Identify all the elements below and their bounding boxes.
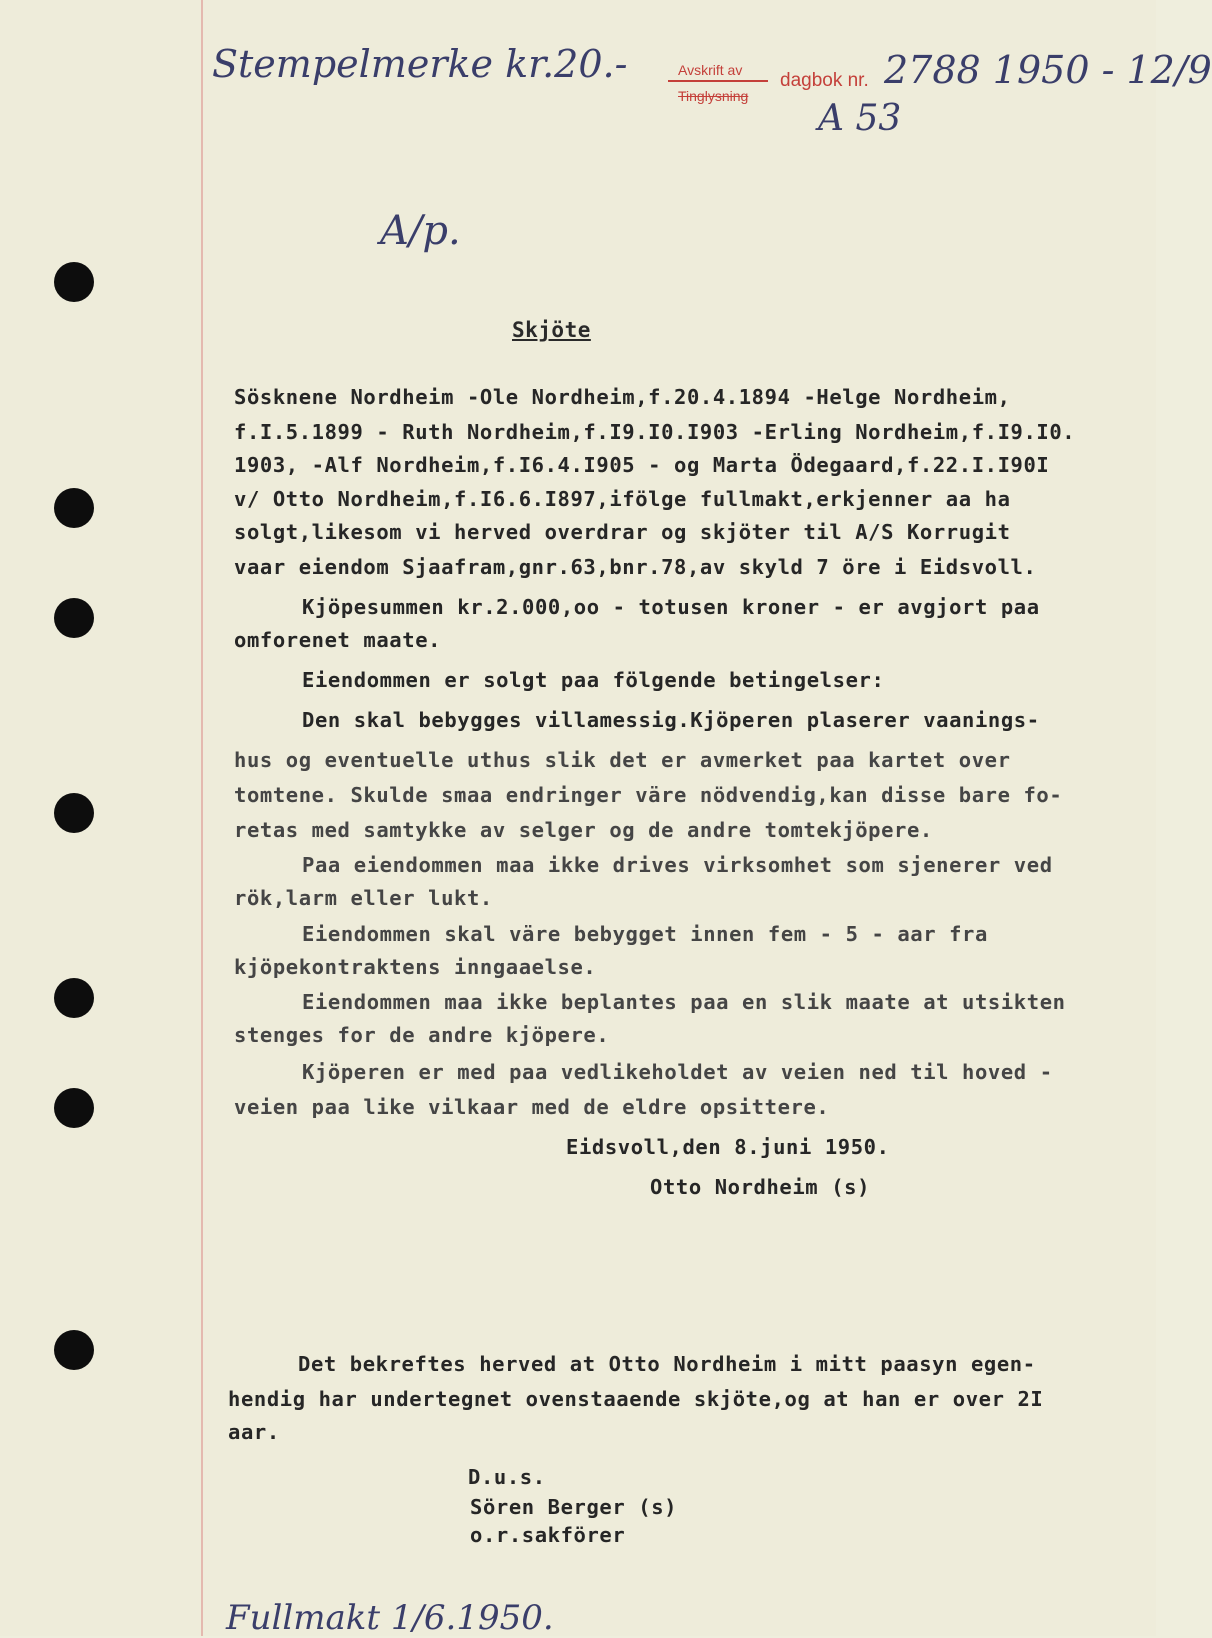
document-line: Otto Nordheim (s) bbox=[650, 1175, 871, 1199]
document-line: hendig har undertegnet ovenstaaende skjöte,og at han er over 2I bbox=[228, 1387, 1044, 1411]
punch-hole bbox=[54, 488, 94, 528]
document-line: Eiendommen er solgt paa fölgende betingelser: bbox=[302, 668, 885, 692]
document-line: stenges for de andre kjöpere. bbox=[234, 1023, 610, 1047]
document-line: Kjöperen er med paa vedlikeholdet av veien ned til hoved - bbox=[302, 1060, 1053, 1084]
stamp-avskrift: Avskrift av bbox=[678, 62, 743, 78]
dagbok-number: 2788 1950 - 12/9 bbox=[884, 48, 1212, 92]
margin-line bbox=[201, 0, 203, 1636]
document-line: Paa eiendommen maa ikke drives virksomhet som sjenerer ved bbox=[302, 853, 1053, 877]
document-line: Eiendommen skal väre bebygget innen fem - 5 - aar fra bbox=[302, 922, 988, 946]
document-line: veien paa like vilkaar med de eldre opsittere. bbox=[234, 1095, 830, 1119]
page-title: Skjöte bbox=[512, 318, 591, 342]
punch-hole bbox=[54, 598, 94, 638]
document-line: Sösknene Nordheim -Ole Nordheim,f.20.4.1894 -Helge Nordheim, bbox=[234, 385, 1011, 409]
document-line: solgt,likesom vi herved overdrar og skjöter til A/S Korrugit bbox=[234, 520, 1011, 544]
punch-hole bbox=[54, 793, 94, 833]
footer-fullmakt-note: Fullmakt 1/6.1950. bbox=[226, 1598, 554, 1638]
document-line: rök,larm eller lukt. bbox=[234, 886, 493, 910]
document-line: retas med samtykke av selger og de andre tomtekjöpere. bbox=[234, 818, 933, 842]
document-line: Eiendommen maa ikke beplantes paa en slik maate at utsikten bbox=[302, 990, 1066, 1014]
document-line: hus og eventuelle uthus slik det er avmerket paa kartet over bbox=[234, 748, 1011, 772]
stamp-duty-note: Stempelmerke kr.20.- bbox=[212, 42, 628, 86]
document-line: Sören Berger (s) bbox=[470, 1495, 678, 1519]
document-line: o.r.sakförer bbox=[470, 1523, 626, 1547]
stamp-tinglysning: Tinglysning bbox=[678, 88, 749, 104]
document-line: Kjöpesummen kr.2.000,oo - totusen kroner - er avgjort paa bbox=[302, 595, 1040, 619]
document-line: vaar eiendom Sjaafram,gnr.63,bnr.78,av skyld 7 öre i Eidsvoll. bbox=[234, 555, 1037, 579]
stamp-rule bbox=[668, 80, 768, 82]
stamp-dagbok-label: dagbok nr. bbox=[780, 70, 869, 91]
dagbok-second-line: A 53 bbox=[818, 98, 902, 139]
initials: A/p. bbox=[380, 208, 461, 254]
punch-hole bbox=[54, 978, 94, 1018]
document-line: aar. bbox=[228, 1420, 280, 1444]
document-line: tomtene. Skulde smaa endringer väre nödvendig,kan disse bare fo- bbox=[234, 783, 1063, 807]
document-line: kjöpekontraktens inngaaelse. bbox=[234, 955, 597, 979]
punch-hole bbox=[54, 1330, 94, 1370]
document-line: Den skal bebygges villamessig.Kjöperen plaserer vaanings- bbox=[302, 708, 1040, 732]
document-line: 1903, -Alf Nordheim,f.I6.4.I905 - og Marta Ödegaard,f.22.I.I90I bbox=[234, 453, 1050, 477]
document-line: omforenet maate. bbox=[234, 628, 442, 652]
document-line: f.I.5.1899 - Ruth Nordheim,f.I9.I0.I903 -Erling Nordheim,f.I9.I0. bbox=[234, 420, 1076, 444]
punch-hole bbox=[54, 1088, 94, 1128]
document-line: D.u.s. bbox=[468, 1465, 546, 1489]
document-line: Eidsvoll,den 8.juni 1950. bbox=[566, 1135, 890, 1159]
punch-hole bbox=[54, 262, 94, 302]
document-line: v/ Otto Nordheim,f.I6.6.I897,ifölge fullmakt,erkjenner aa ha bbox=[234, 487, 1011, 511]
document-line: Det bekreftes herved at Otto Nordheim i mitt paasyn egen- bbox=[298, 1352, 1036, 1376]
